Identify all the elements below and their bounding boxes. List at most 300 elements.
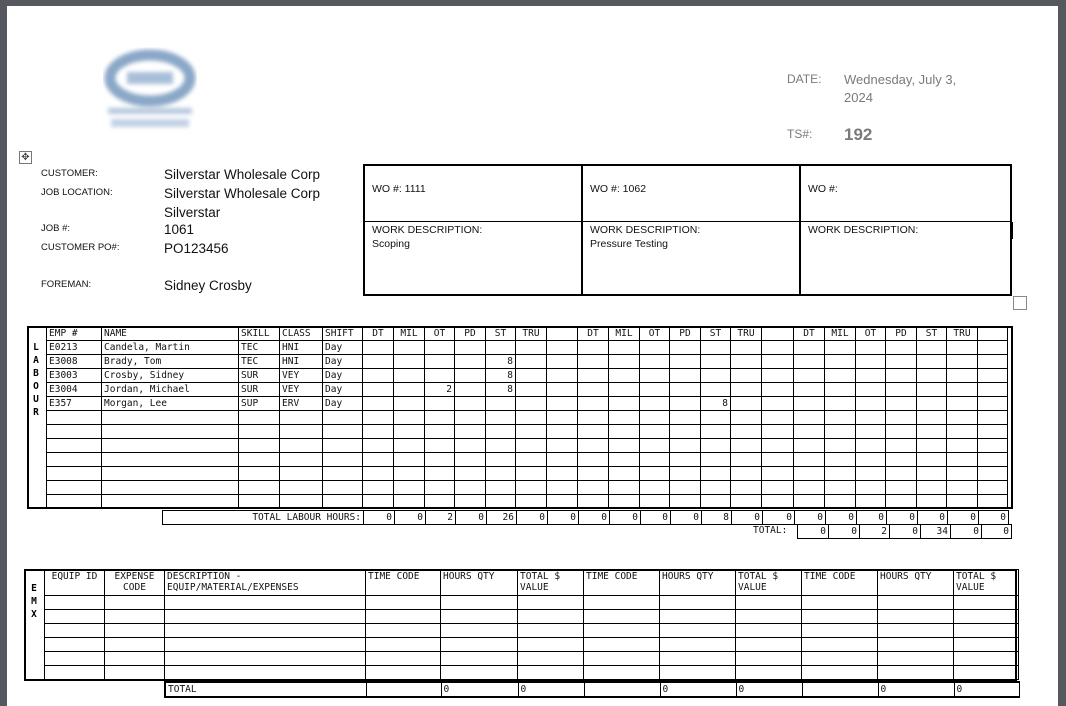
emx-cell[interactable]	[954, 596, 1019, 610]
labour-cell[interactable]	[670, 411, 701, 425]
labour-cell[interactable]	[516, 439, 547, 453]
labour-cell[interactable]	[547, 467, 578, 481]
labour-cell[interactable]	[731, 341, 762, 355]
labour-cell[interactable]: Day	[323, 369, 363, 383]
labour-cell[interactable]	[670, 341, 701, 355]
emx-cell[interactable]	[878, 596, 954, 610]
labour-cell[interactable]	[701, 355, 731, 369]
labour-cell[interactable]	[978, 439, 1008, 453]
labour-cell[interactable]	[455, 481, 486, 495]
emx-cell[interactable]	[584, 624, 660, 638]
emx-cell[interactable]	[736, 652, 802, 666]
labour-cell[interactable]	[947, 495, 978, 509]
emx-cell[interactable]	[584, 610, 660, 624]
labour-cell[interactable]	[856, 341, 886, 355]
labour-cell[interactable]	[794, 495, 825, 509]
labour-cell[interactable]	[486, 495, 516, 509]
labour-cell[interactable]	[762, 495, 794, 509]
labour-cell[interactable]	[731, 425, 762, 439]
labour-cell[interactable]	[762, 397, 794, 411]
labour-cell[interactable]	[455, 425, 486, 439]
labour-cell[interactable]	[917, 425, 947, 439]
labour-cell[interactable]	[102, 481, 239, 495]
emx-cell[interactable]	[518, 652, 584, 666]
emx-cell[interactable]	[954, 666, 1019, 680]
emx-cell[interactable]	[802, 652, 878, 666]
labour-cell[interactable]	[640, 453, 670, 467]
labour-cell[interactable]	[425, 439, 455, 453]
labour-cell[interactable]	[762, 341, 794, 355]
work-order-2[interactable]: WO #: 1062	[590, 183, 647, 195]
labour-cell[interactable]	[578, 355, 609, 369]
labour-cell[interactable]	[856, 383, 886, 397]
labour-cell[interactable]	[578, 397, 609, 411]
labour-cell[interactable]: E3003	[47, 369, 102, 383]
labour-cell[interactable]	[578, 425, 609, 439]
labour-cell[interactable]	[486, 397, 516, 411]
labour-cell[interactable]	[609, 341, 640, 355]
labour-cell[interactable]	[516, 481, 547, 495]
labour-cell[interactable]	[239, 411, 280, 425]
labour-cell[interactable]	[47, 481, 102, 495]
labour-cell[interactable]	[978, 453, 1008, 467]
labour-cell[interactable]	[578, 467, 609, 481]
labour-cell[interactable]	[516, 355, 547, 369]
labour-cell[interactable]	[762, 425, 794, 439]
labour-cell[interactable]	[239, 467, 280, 481]
labour-cell[interactable]	[670, 383, 701, 397]
labour-cell[interactable]	[455, 369, 486, 383]
labour-cell[interactable]	[762, 355, 794, 369]
emx-cell[interactable]	[954, 638, 1019, 652]
labour-cell[interactable]	[731, 355, 762, 369]
labour-cell[interactable]	[547, 355, 578, 369]
labour-cell[interactable]	[47, 425, 102, 439]
labour-cell[interactable]	[47, 453, 102, 467]
labour-cell[interactable]	[516, 495, 547, 509]
emx-cell[interactable]	[584, 666, 660, 680]
labour-cell[interactable]	[394, 453, 425, 467]
labour-cell[interactable]	[578, 383, 609, 397]
labour-cell[interactable]	[640, 397, 670, 411]
labour-cell[interactable]: TEC	[239, 355, 280, 369]
labour-cell[interactable]: E0213	[47, 341, 102, 355]
labour-cell[interactable]	[947, 341, 978, 355]
labour-cell[interactable]	[917, 467, 947, 481]
labour-cell[interactable]	[516, 397, 547, 411]
labour-cell[interactable]	[886, 397, 917, 411]
labour-cell[interactable]	[731, 467, 762, 481]
emx-cell[interactable]	[660, 666, 736, 680]
emx-cell[interactable]	[45, 624, 105, 638]
labour-cell[interactable]	[547, 411, 578, 425]
labour-cell[interactable]	[825, 383, 856, 397]
labour-cell[interactable]	[547, 439, 578, 453]
labour-cell[interactable]	[102, 411, 239, 425]
labour-cell[interactable]	[856, 453, 886, 467]
emx-cell[interactable]	[165, 638, 366, 652]
labour-cell[interactable]	[978, 355, 1008, 369]
labour-cell[interactable]	[670, 467, 701, 481]
labour-cell[interactable]	[425, 495, 455, 509]
emx-cell[interactable]	[878, 666, 954, 680]
labour-cell[interactable]: Crosby, Sidney	[102, 369, 239, 383]
labour-cell[interactable]	[886, 481, 917, 495]
labour-cell[interactable]	[640, 481, 670, 495]
labour-cell[interactable]	[363, 355, 394, 369]
emx-cell[interactable]	[366, 624, 441, 638]
emx-cell[interactable]	[45, 638, 105, 652]
labour-cell[interactable]	[886, 425, 917, 439]
labour-cell[interactable]: HNI	[280, 341, 323, 355]
labour-cell[interactable]	[794, 439, 825, 453]
labour-cell[interactable]	[323, 453, 363, 467]
labour-cell[interactable]: 2	[425, 383, 455, 397]
emx-cell[interactable]	[165, 666, 366, 680]
emx-cell[interactable]	[105, 652, 165, 666]
labour-cell[interactable]	[609, 439, 640, 453]
labour-cell[interactable]	[394, 439, 425, 453]
labour-cell[interactable]	[280, 411, 323, 425]
emx-cell[interactable]	[660, 610, 736, 624]
work-description-1[interactable]: Scoping	[372, 238, 410, 250]
labour-cell[interactable]	[102, 467, 239, 481]
labour-cell[interactable]	[394, 355, 425, 369]
labour-cell[interactable]	[731, 439, 762, 453]
labour-cell[interactable]	[394, 467, 425, 481]
labour-cell[interactable]	[486, 425, 516, 439]
labour-cell[interactable]	[670, 495, 701, 509]
labour-cell[interactable]	[640, 425, 670, 439]
labour-cell[interactable]	[323, 481, 363, 495]
labour-cell[interactable]	[886, 355, 917, 369]
emx-cell[interactable]	[518, 596, 584, 610]
labour-cell[interactable]	[455, 341, 486, 355]
labour-cell[interactable]	[978, 341, 1008, 355]
labour-cell[interactable]	[547, 453, 578, 467]
emx-cell[interactable]	[165, 610, 366, 624]
labour-cell[interactable]	[886, 411, 917, 425]
emx-cell[interactable]	[518, 666, 584, 680]
emx-cell[interactable]	[660, 596, 736, 610]
labour-cell[interactable]	[609, 355, 640, 369]
work-order-1[interactable]: WO #: 1111	[372, 183, 426, 195]
labour-cell[interactable]	[856, 481, 886, 495]
labour-cell[interactable]	[670, 481, 701, 495]
labour-cell[interactable]	[947, 383, 978, 397]
labour-cell[interactable]	[640, 369, 670, 383]
labour-cell[interactable]	[825, 439, 856, 453]
labour-cell[interactable]	[47, 439, 102, 453]
labour-cell[interactable]	[323, 439, 363, 453]
emx-cell[interactable]	[954, 652, 1019, 666]
emx-cell[interactable]	[802, 596, 878, 610]
emx-cell[interactable]	[105, 596, 165, 610]
labour-cell[interactable]	[856, 397, 886, 411]
labour-cell[interactable]	[102, 495, 239, 509]
labour-cell[interactable]	[363, 341, 394, 355]
labour-cell[interactable]	[886, 439, 917, 453]
labour-cell[interactable]	[917, 397, 947, 411]
labour-cell[interactable]	[516, 425, 547, 439]
labour-cell[interactable]	[731, 369, 762, 383]
emx-cell[interactable]	[802, 610, 878, 624]
emx-cell[interactable]	[165, 652, 366, 666]
labour-cell[interactable]	[794, 355, 825, 369]
labour-cell[interactable]	[239, 439, 280, 453]
labour-cell[interactable]	[762, 411, 794, 425]
labour-cell[interactable]: Jordan, Michael	[102, 383, 239, 397]
labour-cell[interactable]	[394, 481, 425, 495]
labour-cell[interactable]	[363, 453, 394, 467]
labour-cell[interactable]	[323, 467, 363, 481]
labour-cell[interactable]	[516, 467, 547, 481]
labour-cell[interactable]	[794, 453, 825, 467]
labour-cell[interactable]	[425, 397, 455, 411]
labour-cell[interactable]	[670, 425, 701, 439]
labour-cell[interactable]	[670, 439, 701, 453]
labour-cell[interactable]	[794, 411, 825, 425]
labour-cell[interactable]	[856, 355, 886, 369]
emx-cell[interactable]	[660, 652, 736, 666]
emx-cell[interactable]	[878, 624, 954, 638]
labour-cell[interactable]	[425, 425, 455, 439]
labour-cell[interactable]	[794, 425, 825, 439]
emx-cell[interactable]	[802, 624, 878, 638]
labour-cell[interactable]	[917, 369, 947, 383]
labour-cell[interactable]	[547, 369, 578, 383]
labour-cell[interactable]	[917, 481, 947, 495]
labour-cell[interactable]	[609, 495, 640, 509]
labour-cell[interactable]: HNI	[280, 355, 323, 369]
labour-cell[interactable]	[825, 369, 856, 383]
labour-cell[interactable]	[102, 425, 239, 439]
labour-cell[interactable]	[762, 481, 794, 495]
labour-cell[interactable]: E357	[47, 397, 102, 411]
labour-cell[interactable]	[917, 411, 947, 425]
labour-cell[interactable]	[363, 467, 394, 481]
emx-cell[interactable]	[366, 638, 441, 652]
labour-cell[interactable]	[578, 341, 609, 355]
labour-cell[interactable]	[701, 481, 731, 495]
labour-cell[interactable]	[280, 467, 323, 481]
labour-cell[interactable]	[609, 369, 640, 383]
labour-cell[interactable]	[323, 411, 363, 425]
emx-cell[interactable]	[165, 596, 366, 610]
labour-cell[interactable]	[486, 481, 516, 495]
labour-cell[interactable]	[670, 453, 701, 467]
labour-cell[interactable]	[455, 411, 486, 425]
labour-cell[interactable]	[947, 355, 978, 369]
labour-cell[interactable]	[856, 369, 886, 383]
labour-cell[interactable]	[731, 397, 762, 411]
labour-cell[interactable]	[978, 467, 1008, 481]
labour-cell[interactable]	[609, 411, 640, 425]
labour-cell[interactable]	[947, 411, 978, 425]
labour-cell[interactable]	[425, 369, 455, 383]
labour-cell[interactable]	[640, 341, 670, 355]
labour-cell[interactable]: 8	[486, 355, 516, 369]
emx-cell[interactable]	[802, 666, 878, 680]
labour-cell[interactable]	[947, 467, 978, 481]
labour-cell[interactable]: Morgan, Lee	[102, 397, 239, 411]
labour-cell[interactable]	[547, 341, 578, 355]
emx-cell[interactable]	[45, 610, 105, 624]
emx-cell[interactable]	[736, 596, 802, 610]
labour-cell[interactable]	[917, 453, 947, 467]
labour-cell[interactable]	[701, 425, 731, 439]
labour-cell[interactable]	[794, 397, 825, 411]
labour-cell[interactable]: VEY	[280, 369, 323, 383]
labour-cell[interactable]	[455, 467, 486, 481]
labour-cell[interactable]	[856, 495, 886, 509]
labour-cell[interactable]	[516, 453, 547, 467]
labour-cell[interactable]	[394, 341, 425, 355]
emx-cell[interactable]	[45, 666, 105, 680]
labour-cell[interactable]	[762, 383, 794, 397]
labour-cell[interactable]	[762, 369, 794, 383]
labour-cell[interactable]	[670, 397, 701, 411]
emx-cell[interactable]	[441, 610, 518, 624]
labour-cell[interactable]	[47, 411, 102, 425]
labour-cell[interactable]	[701, 369, 731, 383]
labour-cell[interactable]	[825, 397, 856, 411]
labour-cell[interactable]	[701, 411, 731, 425]
labour-cell[interactable]: SUR	[239, 369, 280, 383]
labour-cell[interactable]	[978, 411, 1008, 425]
labour-cell[interactable]	[825, 341, 856, 355]
labour-cell[interactable]	[825, 453, 856, 467]
labour-cell[interactable]	[578, 453, 609, 467]
labour-cell[interactable]	[486, 467, 516, 481]
labour-cell[interactable]	[516, 369, 547, 383]
labour-cell[interactable]	[794, 369, 825, 383]
labour-cell[interactable]	[239, 425, 280, 439]
labour-cell[interactable]	[731, 495, 762, 509]
emx-cell[interactable]	[518, 610, 584, 624]
labour-cell[interactable]	[917, 341, 947, 355]
labour-cell[interactable]	[825, 495, 856, 509]
labour-cell[interactable]	[363, 383, 394, 397]
emx-cell[interactable]	[105, 624, 165, 638]
labour-cell[interactable]	[856, 439, 886, 453]
labour-cell[interactable]	[609, 453, 640, 467]
resize-handle-icon[interactable]	[1013, 296, 1027, 310]
labour-cell[interactable]	[640, 383, 670, 397]
labour-cell[interactable]	[731, 453, 762, 467]
labour-cell[interactable]	[578, 439, 609, 453]
labour-cell[interactable]	[856, 467, 886, 481]
labour-cell[interactable]	[280, 453, 323, 467]
emx-cell[interactable]	[441, 638, 518, 652]
labour-cell[interactable]	[978, 383, 1008, 397]
labour-cell[interactable]	[640, 411, 670, 425]
labour-cell[interactable]	[323, 495, 363, 509]
labour-cell[interactable]	[856, 411, 886, 425]
labour-cell[interactable]	[917, 495, 947, 509]
work-description-2[interactable]: Pressure Testing	[590, 238, 669, 250]
labour-cell[interactable]	[731, 411, 762, 425]
emx-cell[interactable]	[878, 652, 954, 666]
labour-cell[interactable]	[280, 425, 323, 439]
labour-cell[interactable]	[978, 495, 1008, 509]
labour-cell[interactable]: ERV	[280, 397, 323, 411]
labour-cell[interactable]	[425, 411, 455, 425]
labour-cell[interactable]	[609, 425, 640, 439]
emx-cell[interactable]	[660, 624, 736, 638]
labour-cell[interactable]	[917, 439, 947, 453]
labour-cell[interactable]	[917, 383, 947, 397]
labour-cell[interactable]	[547, 397, 578, 411]
labour-cell[interactable]	[825, 425, 856, 439]
labour-cell[interactable]: 8	[486, 369, 516, 383]
move-handle-icon[interactable]: ✥	[19, 151, 32, 164]
labour-cell[interactable]	[762, 467, 794, 481]
labour-cell[interactable]	[363, 481, 394, 495]
labour-cell[interactable]	[425, 355, 455, 369]
labour-cell[interactable]	[547, 495, 578, 509]
labour-cell[interactable]	[239, 453, 280, 467]
labour-cell[interactable]	[701, 453, 731, 467]
labour-cell[interactable]	[394, 397, 425, 411]
labour-cell[interactable]	[425, 481, 455, 495]
labour-cell[interactable]	[516, 383, 547, 397]
labour-cell[interactable]: E3004	[47, 383, 102, 397]
labour-cell[interactable]	[547, 425, 578, 439]
labour-cell[interactable]	[425, 341, 455, 355]
labour-cell[interactable]	[947, 425, 978, 439]
emx-cell[interactable]	[736, 624, 802, 638]
labour-cell[interactable]	[917, 355, 947, 369]
labour-cell[interactable]	[102, 439, 239, 453]
labour-cell[interactable]	[280, 481, 323, 495]
labour-cell[interactable]	[455, 397, 486, 411]
emx-cell[interactable]	[105, 666, 165, 680]
emx-cell[interactable]	[954, 610, 1019, 624]
labour-cell[interactable]	[978, 425, 1008, 439]
labour-cell[interactable]	[455, 355, 486, 369]
labour-cell[interactable]	[701, 383, 731, 397]
labour-cell[interactable]: Day	[323, 397, 363, 411]
labour-cell[interactable]	[455, 495, 486, 509]
labour-cell[interactable]	[856, 425, 886, 439]
labour-cell[interactable]	[640, 495, 670, 509]
emx-cell[interactable]	[736, 638, 802, 652]
emx-cell[interactable]	[878, 638, 954, 652]
labour-cell[interactable]	[394, 495, 425, 509]
labour-cell[interactable]	[886, 369, 917, 383]
labour-cell[interactable]	[640, 467, 670, 481]
emx-cell[interactable]	[45, 652, 105, 666]
labour-cell[interactable]	[701, 495, 731, 509]
labour-cell[interactable]	[609, 383, 640, 397]
labour-cell[interactable]	[640, 439, 670, 453]
labour-cell[interactable]	[762, 453, 794, 467]
labour-cell[interactable]: Brady, Tom	[102, 355, 239, 369]
labour-cell[interactable]	[978, 481, 1008, 495]
labour-cell[interactable]	[794, 341, 825, 355]
labour-cell[interactable]	[640, 355, 670, 369]
emx-cell[interactable]	[584, 652, 660, 666]
labour-cell[interactable]	[701, 467, 731, 481]
labour-cell[interactable]	[670, 355, 701, 369]
labour-cell[interactable]	[363, 439, 394, 453]
labour-cell[interactable]	[978, 397, 1008, 411]
labour-cell[interactable]	[886, 453, 917, 467]
emx-cell[interactable]	[441, 596, 518, 610]
labour-cell[interactable]	[947, 369, 978, 383]
labour-cell[interactable]	[609, 467, 640, 481]
